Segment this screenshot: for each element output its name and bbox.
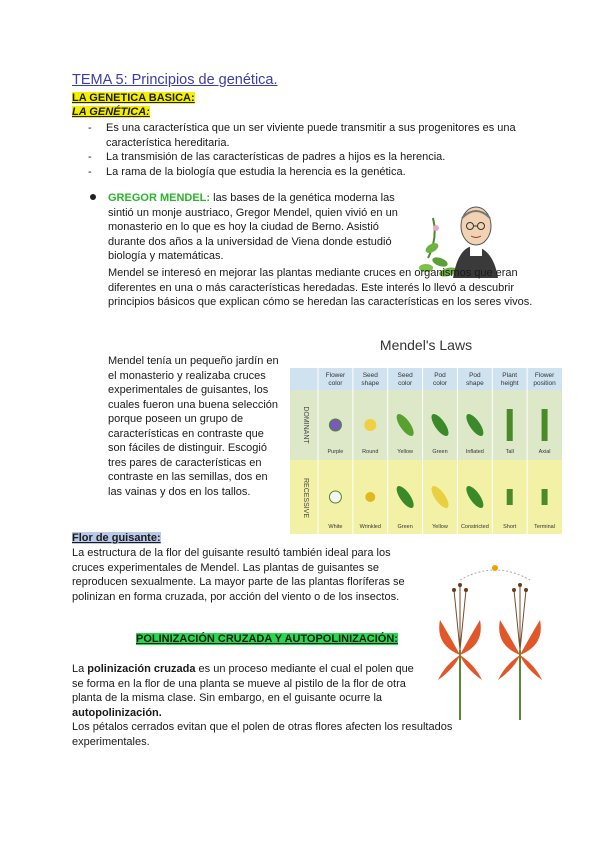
column-header: Pod: [469, 372, 481, 379]
trait-label: Short: [503, 524, 517, 530]
mendel-paragraph-2: Mendel se interesó en mejorar las plantas mediante cruces en organismos que eran diferentes en una o más características heredadas. Este interés lo llevó a descubrir principios básicos que explican cómo se heredan las características en los seres vivos.: [108, 267, 533, 308]
text-run: es un proceso mediante el cual el polen que se forma en la flor de una planta se mueve al pistilo de la flor de otra planta de la misma clase. Sin embargo, en el guisante ocurre la: [72, 663, 414, 704]
trait-label: Inflated: [465, 449, 484, 455]
figure-title: Mendel's Laws: [379, 337, 473, 353]
list-item: - La rama de la biología que estudia la herencia es la genética.: [88, 165, 518, 180]
section-heading-genetica-basica: LA GENETICA BASICA:: [72, 92, 195, 104]
orchard-paragraph: Mendel tenía un pequeño jardín en el monasterio y realizaba cruces experimentales de guisantes, los cuales fueron una buena selección porque poseen un grupo de características en contraste que son fáciles de distinguir. Escogió tres pares de características en contraste en las semillas, dos en las vainas y dos en los tallos.: [108, 355, 279, 498]
bullet-dot-icon: [90, 194, 96, 200]
polinizacion-paragraph: [72, 662, 417, 720]
trait-label: White: [328, 524, 343, 530]
trait-label: Constricted: [460, 524, 489, 530]
flower-icon: [329, 491, 341, 503]
column-header: color: [432, 380, 448, 387]
plant-icon: [542, 489, 548, 505]
column-header: position: [533, 380, 556, 387]
flor-guisante-paragraph: La estructura de la flor del guisante resultó también ideal para los cruces experimentales de Mendel. Las plantas de guisantes se reproducen sexualmente. La mayor parte de las plantas floríferas se polinizan en forma cruzada, por acción del viento o de los insectos.: [72, 547, 405, 603]
trait-label: Axial: [538, 449, 551, 455]
mendel-name: GREGOR MENDEL:: [108, 192, 211, 204]
mendels-laws-figure: [290, 330, 562, 534]
flower-icon: [329, 419, 341, 431]
seed-icon: [365, 492, 375, 502]
dominant-label: DOMINANT: [302, 406, 309, 444]
text-run: La: [72, 663, 88, 675]
trait-label: Purple: [327, 449, 344, 455]
trait-label: Round: [362, 449, 379, 455]
column-header: Pod: [434, 372, 446, 379]
polinizacion-heading: POLINIZACIÓN CRUZADA Y AUTOPOLINIZACIÓN:: [136, 633, 398, 645]
pollination-flowers-illustration: [420, 560, 570, 720]
text-bold: autopolinización.: [72, 706, 162, 719]
trait-label: Green: [397, 524, 413, 530]
column-header: Seed: [362, 372, 378, 379]
trait-label: Green: [432, 449, 448, 455]
text-bold: polinización cruzada: [87, 663, 196, 675]
flor-guisante-heading: Flor de guisante:: [72, 532, 161, 544]
list-item: - La transmisión de las características de padres a hijos es la herencia.: [88, 150, 518, 165]
column-header: color: [398, 380, 413, 387]
plant-icon: [542, 409, 548, 441]
page-title: TEMA 5: Principios de genética.: [72, 72, 278, 88]
trait-label: Yellow: [397, 449, 413, 455]
trait-label: Terminal: [534, 524, 555, 530]
trait-label: Tall: [505, 449, 514, 455]
list-item: - Es una característica que un ser viviente puede transmitir a sus progenitores es una característica hereditaria.: [88, 121, 518, 150]
definition-list: [88, 121, 518, 179]
mendel-paragraph: [108, 191, 418, 264]
column-header: color: [328, 380, 343, 387]
column-header: shape: [465, 380, 484, 387]
column-header: Flower: [325, 372, 346, 379]
column-header: Plant: [502, 372, 518, 379]
column-header: Flower: [534, 372, 555, 379]
plant-icon: [507, 489, 513, 505]
recessive-label: RECESSIVE: [302, 477, 309, 519]
polinizacion-paragraph-2: Los pétalos cerrados evitan que el polen de otras flores afecten los resultados experimentales.: [72, 721, 453, 748]
trait-label: Wrinkled: [359, 524, 381, 530]
column-header: Seed: [397, 372, 413, 379]
trait-label: Yellow: [432, 524, 448, 530]
mendel-intro-text: las bases de la genética moderna las sintió un monje austriaco, Gregor Mendel, quien vivió en un monasterio en lo que es hoy la ciudad de Berno. Asistió durante dos años a la universidad de Viena donde estudió biología y matemáticas.: [108, 192, 398, 262]
section-heading-la-genetica: LA GENÉTICA:: [72, 106, 150, 118]
plant-icon: [507, 409, 513, 441]
column-header: shape: [361, 380, 380, 387]
seed-icon: [364, 419, 376, 431]
column-header: height: [500, 380, 519, 387]
